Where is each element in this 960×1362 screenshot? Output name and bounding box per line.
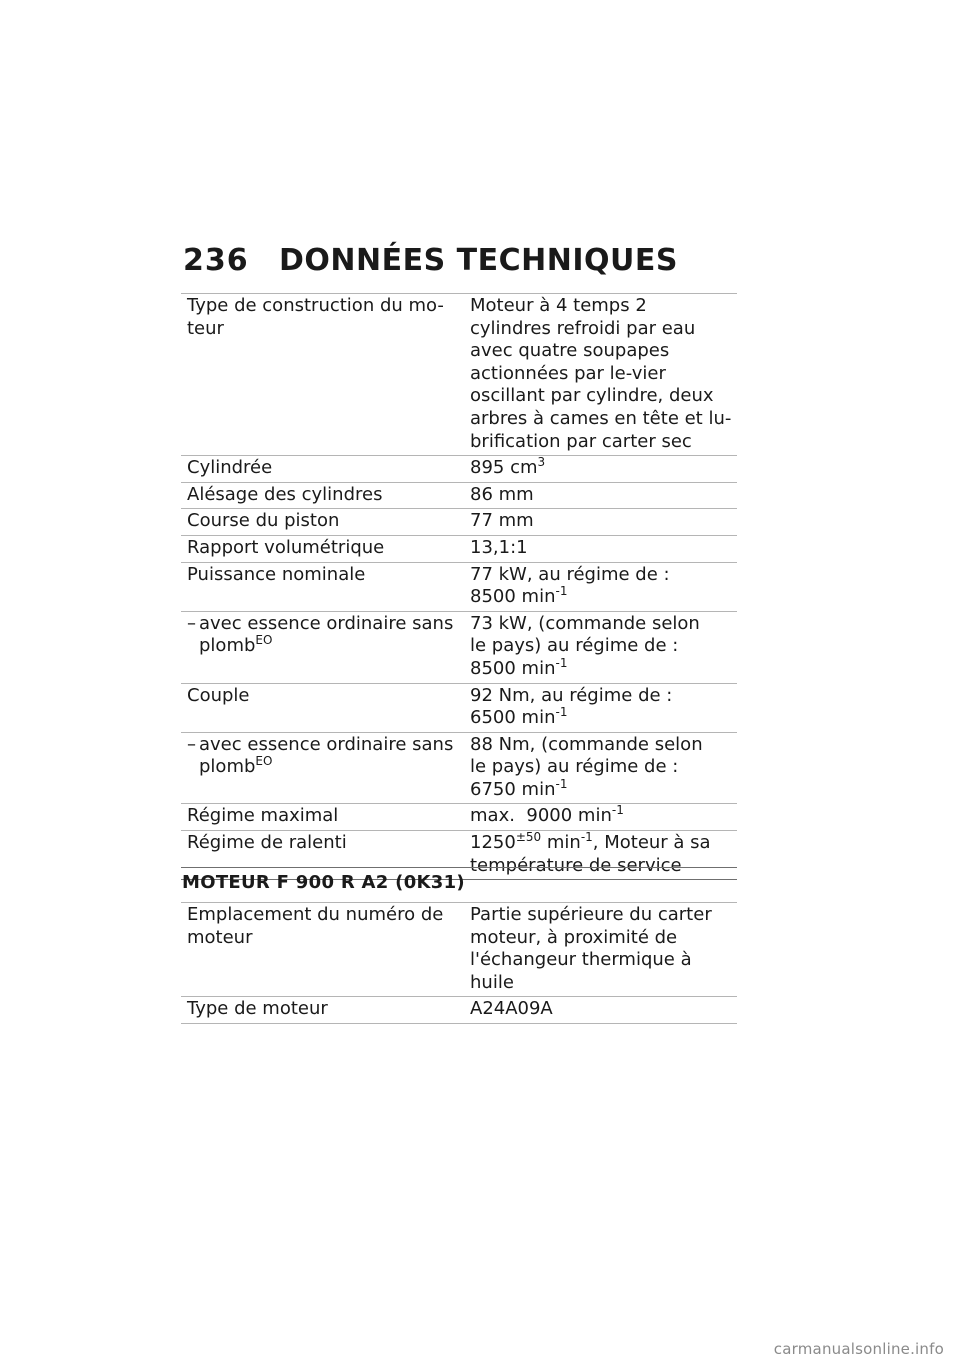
spec-value — [464, 683, 737, 732]
page-header — [183, 243, 678, 278]
table-row — [181, 903, 737, 997]
spec-label: Type de moteur — [181, 997, 464, 1024]
spec-label: Emplacement du numéro de moteur — [181, 903, 464, 997]
value-line — [470, 655, 733, 681]
sub-label — [187, 734, 460, 779]
value-superscript: -1 — [580, 830, 593, 845]
spec-label: Alésage des cylindres — [181, 482, 464, 509]
spec-value: Partie supérieure du carter moteur, à proximité de l'échangeur thermique à huile — [464, 903, 737, 997]
table-row — [181, 732, 737, 804]
spec-label: Puissance nominale — [181, 562, 464, 611]
value-text: 6500 min — [470, 707, 556, 729]
spec-value — [464, 611, 737, 683]
value-superscript: -1 — [555, 705, 568, 720]
chapter-title: DONNÉES TECHNIQUES — [279, 243, 678, 278]
page-number: 236 — [183, 243, 249, 278]
value-line: 88 Nm, (commande selon — [470, 733, 703, 755]
spec-label: Type de construction du mo-teur — [181, 294, 464, 456]
spec-label: Course du piston — [181, 509, 464, 536]
table-row — [181, 482, 737, 509]
dash-marker: – — [187, 733, 196, 755]
value-text: min — [541, 832, 581, 854]
table-row — [181, 535, 737, 562]
spec-label: Cylindrée — [181, 456, 464, 483]
value-superscript: -1 — [555, 776, 568, 791]
spec-value — [464, 804, 737, 831]
value-superscript: -1 — [555, 655, 568, 670]
spec-value: Moteur à 4 temps 2 cylindres refroidi par eau avec quatre soupapes actionnées par le-vier oscillant par cylindre, deux arbres à cames en tête et lu-brification par carter sec — [464, 294, 737, 456]
value-line: 77 kW, au régime de : — [470, 563, 670, 585]
spec-value — [464, 562, 737, 611]
value-text: 8500 min — [470, 586, 556, 608]
engine-spec-table — [181, 293, 737, 880]
spec-value — [464, 831, 737, 880]
engine-a2-spec-table — [181, 902, 737, 1024]
spec-label: Rapport volumétrique — [181, 535, 464, 562]
value-line: le pays) au régime de : — [470, 635, 679, 657]
value-line: 73 kW, (commande selon — [470, 612, 700, 634]
spec-value: 77 mm — [464, 509, 737, 536]
value-line — [470, 586, 733, 609]
spec-label — [181, 611, 464, 683]
section-divider — [181, 867, 737, 868]
value-line — [470, 776, 733, 802]
table-row — [181, 562, 737, 611]
spec-value: 13,1:1 — [464, 535, 737, 562]
value-text: , Moteur à sa température de service — [470, 832, 711, 876]
spec-value: A24A09A — [464, 997, 737, 1024]
value-line — [470, 707, 733, 730]
sub-label — [187, 613, 460, 658]
spec-label: Régime maximal — [181, 804, 464, 831]
label-superscript: EO — [255, 633, 273, 648]
spec-value — [464, 456, 737, 483]
table-row — [181, 294, 737, 456]
section-heading: MOTEUR F 900 R A2 (0K31) — [182, 872, 465, 893]
value-text: 8500 min — [470, 657, 556, 679]
table-row — [181, 683, 737, 732]
label-superscript: EO — [255, 754, 273, 769]
table-row — [181, 804, 737, 831]
value-text: 895 cm — [470, 457, 538, 479]
tolerance-superscript: ±50 — [515, 830, 542, 845]
value-superscript: -1 — [611, 803, 624, 818]
spec-label: Couple — [181, 683, 464, 732]
spec-value: 86 mm — [464, 482, 737, 509]
dash-marker: – — [187, 612, 196, 634]
table-row — [181, 509, 737, 536]
value-line: le pays) au régime de : — [470, 756, 679, 778]
value-superscript: 3 — [537, 455, 546, 470]
label-text: avec essence ordinaire sans plomb — [199, 612, 454, 657]
label-text: avec essence ordinaire sans plomb — [199, 733, 454, 778]
spec-label — [181, 732, 464, 804]
watermark: carmanualsonline.info — [773, 1340, 944, 1358]
spec-value — [464, 732, 737, 804]
value-line: 92 Nm, au régime de : — [470, 684, 673, 706]
value-text: 6750 min — [470, 778, 556, 800]
spec-label: Régime de ralenti — [181, 831, 464, 880]
value-text: max. 9000 min — [470, 805, 612, 827]
value-superscript: -1 — [555, 584, 568, 599]
table-row — [181, 611, 737, 683]
table-row — [181, 997, 737, 1024]
value-text: 1250 — [470, 832, 516, 854]
table-row — [181, 456, 737, 483]
